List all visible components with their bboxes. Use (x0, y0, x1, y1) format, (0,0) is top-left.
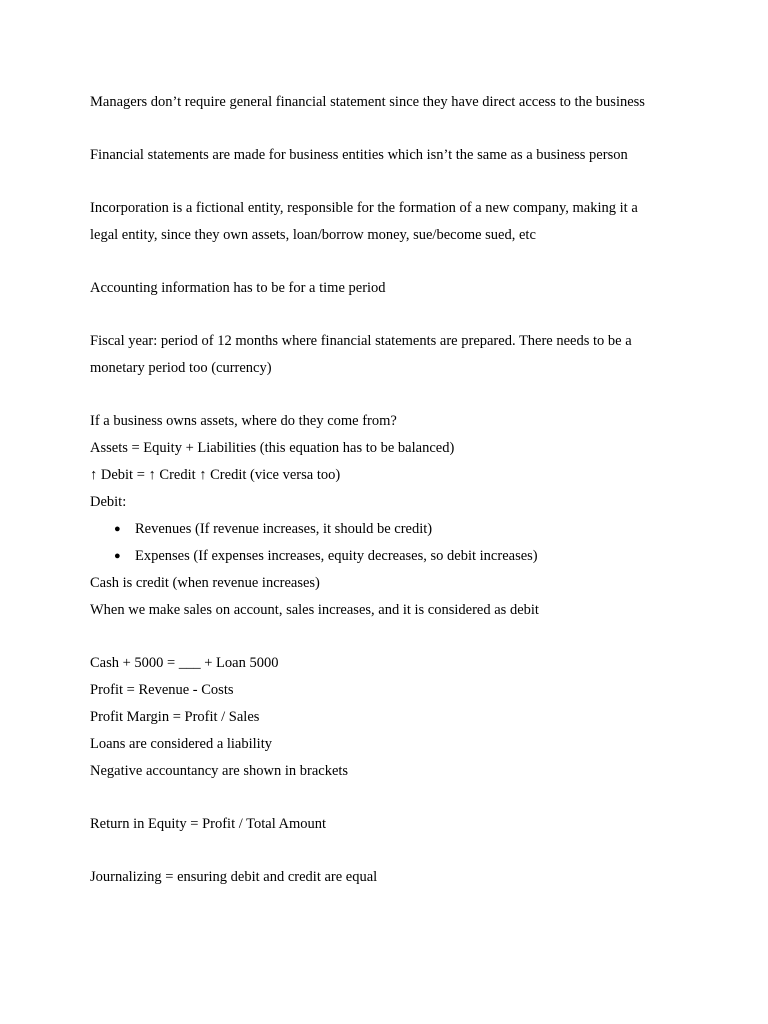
accounting-equation: Assets = Equity + Liabilities (this equation has to be balanced) (90, 440, 455, 456)
cash-loan-equation: Cash + 5000 = ___ + Loan 5000 (90, 655, 279, 671)
paragraph-incorporation-line-2: legal entity, since they own assets, loan/borrow money, sue/become sued, etc (90, 227, 536, 243)
paragraph-time-period: Accounting information has to be for a time period (90, 280, 386, 296)
negative-accountancy-note: Negative accountancy are shown in brackets (90, 763, 349, 779)
bullet-icon: ● (114, 523, 121, 535)
spacer (90, 116, 690, 142)
debit-heading: Debit: (90, 494, 127, 510)
debit-credit-rule: ↑ Debit = ↑ Credit ↑ Credit (vice versa too) (90, 467, 341, 483)
paragraph-fiscal-year-line-1: Fiscal year: period of 12 months where financial statements are prepared. There needs to be a (90, 333, 632, 349)
spacer (90, 624, 690, 650)
cash-credit-note: Cash is credit (when revenue increases) (90, 575, 320, 591)
profit-formula: Profit = Revenue - Costs (90, 682, 234, 698)
spacer (90, 249, 690, 275)
spacer (90, 302, 690, 328)
paragraph-incorporation-line-1: Incorporation is a fictional entity, responsible for the formation of a new company, making it a (90, 200, 638, 216)
spacer (90, 785, 690, 811)
assets-question: If a business owns assets, where do they come from? (90, 413, 397, 429)
spacer (90, 169, 690, 195)
list-item-text: Revenues (If revenue increases, it should be credit) (135, 521, 433, 537)
return-on-equity-formula: Return in Equity = Profit / Total Amount (90, 816, 327, 832)
document-body (90, 89, 690, 891)
spacer (90, 382, 690, 408)
paragraph-managers: Managers don’t require general financial statement since they have direct access to the business (90, 94, 645, 110)
paragraph-financial-statements: Financial statements are made for business entities which isn’t the same as a business person (90, 147, 628, 163)
list-item-text: Expenses (If expenses increases, equity decreases, so debit increases) (135, 548, 538, 564)
list-item (90, 543, 690, 570)
journalizing-definition: Journalizing = ensuring debit and credit are equal (90, 869, 378, 885)
spacer (90, 838, 690, 864)
paragraph-fiscal-year-line-2: monetary period too (currency) (90, 360, 272, 376)
debit-bullet-list (90, 516, 690, 570)
bullet-icon: ● (114, 550, 121, 562)
list-item (90, 516, 690, 543)
loans-liability-note: Loans are considered a liability (90, 736, 272, 752)
profit-margin-formula: Profit Margin = Profit / Sales (90, 709, 260, 725)
sales-on-account-note: When we make sales on account, sales increases, and it is considered as debit (90, 602, 539, 618)
